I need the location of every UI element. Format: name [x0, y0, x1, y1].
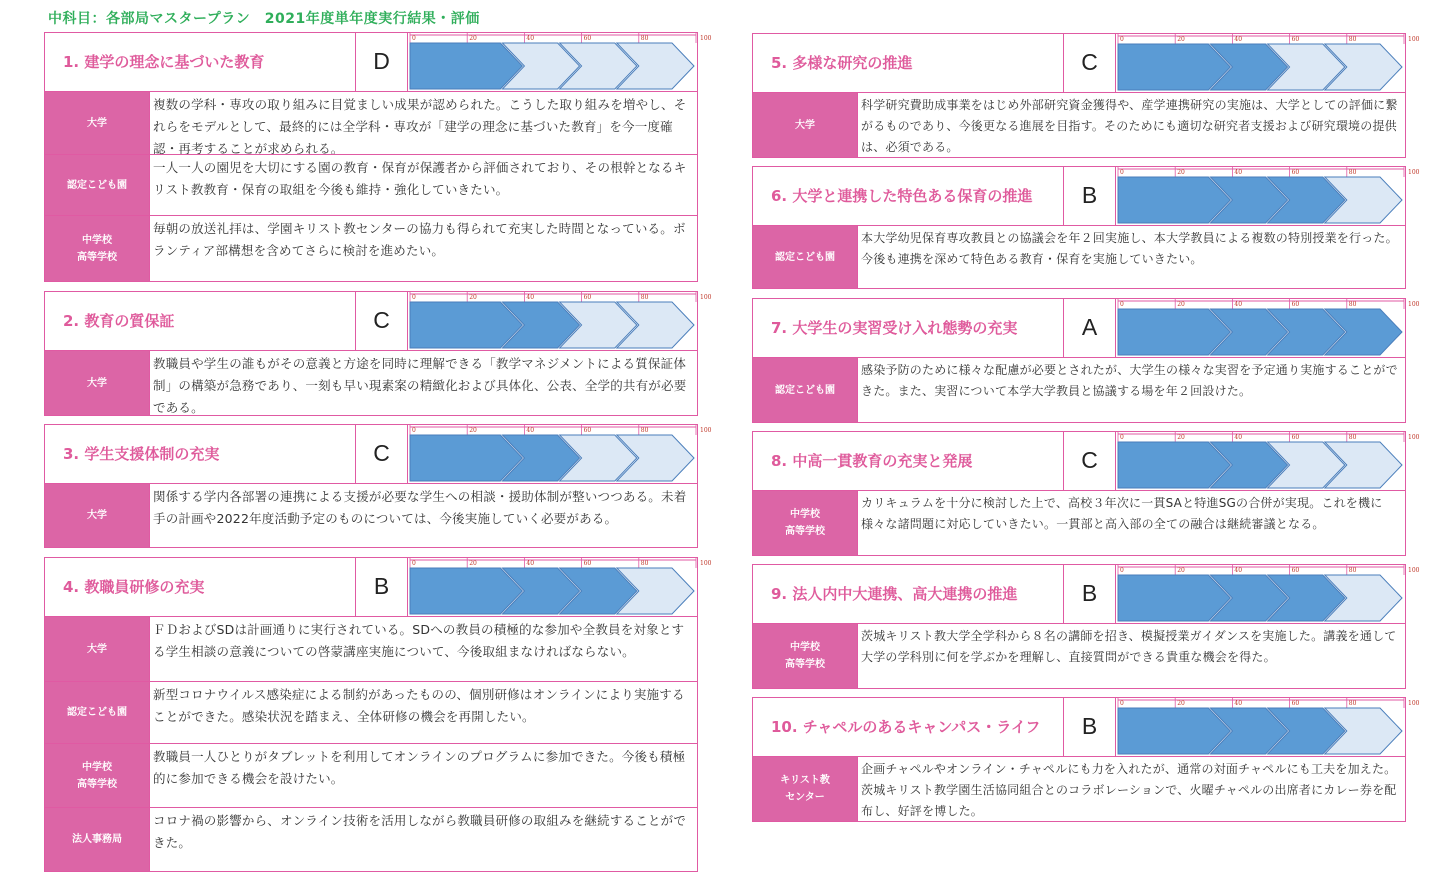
plan-item-card — [44, 291, 712, 416]
department-label: 中学校 高等学校 — [45, 216, 149, 281]
plan-item-rows — [44, 617, 698, 872]
progress-segment-filled — [410, 435, 522, 481]
plan-item-card — [752, 564, 1420, 689]
scale-tick-label: 60 — [583, 294, 592, 301]
scale-tick-label: 80 — [640, 35, 649, 42]
department-label: 認定こども園 — [45, 155, 149, 215]
plan-item-grade: B — [355, 558, 408, 616]
scale-tick-label: 20 — [469, 560, 477, 567]
scale-tick-label: 80 — [1348, 700, 1357, 707]
scale-tick-label: 80 — [1348, 434, 1357, 441]
progress-chevrons — [1116, 34, 1420, 92]
department-row — [45, 92, 697, 154]
scale-tick-label: 60 — [583, 427, 592, 434]
plan-item-title: 2. 教育の質保証 — [63, 312, 175, 330]
plan-item-title: 1. 建学の理念に基づいた教育 — [63, 53, 265, 71]
scale-tick-label: 0 — [1120, 36, 1124, 43]
plan-item-grade: C — [1063, 432, 1116, 490]
plan-item-header — [752, 33, 1420, 93]
scale-tick-label: 100 — [1408, 700, 1420, 707]
plan-item-rows — [752, 491, 1406, 556]
progress-segment-filled — [1118, 575, 1230, 621]
plan-item-grade: C — [355, 425, 408, 483]
department-label: 中学校 高等学校 — [753, 624, 857, 688]
department-row — [753, 226, 1405, 288]
department-row — [45, 351, 697, 415]
plan-item-rows — [44, 92, 698, 282]
plan-item-progress — [408, 33, 712, 91]
plan-item-title: 6. 大学と連携した特色ある保育の推進 — [771, 187, 1033, 205]
scale-tick-label: 40 — [1234, 434, 1243, 441]
department-label: 大学 — [45, 484, 149, 547]
scale-tick-label: 0 — [412, 427, 416, 434]
progress-chevrons — [1116, 565, 1420, 623]
scale-tick-label: 80 — [640, 427, 649, 434]
plan-item-header — [44, 557, 712, 617]
scale-tick-label: 40 — [526, 560, 535, 567]
evaluation-text: 関係する学内各部署の連携による支援が必要な学生への相談・援助体制が整いつつある。未着手の計画や2022年度活動予定のものについては、今後実施していく必要がある。 — [149, 484, 697, 547]
scale-tick-label: 60 — [1291, 169, 1300, 176]
progress-segment-filled — [410, 302, 522, 348]
plan-item-grade: B — [1063, 167, 1116, 225]
scale-tick-label: 80 — [1348, 169, 1357, 176]
plan-item-title: 5. 多様な研究の推進 — [771, 54, 913, 72]
scale-tick-label: 80 — [1348, 301, 1357, 308]
scale-tick-label: 80 — [1348, 567, 1357, 574]
scale-tick-label: 40 — [1234, 36, 1243, 43]
progress-segment-filled — [1118, 44, 1230, 90]
scale-tick-label: 100 — [1408, 301, 1420, 308]
scale-tick-label: 100 — [700, 560, 712, 567]
progress-segment-filled — [1118, 708, 1230, 754]
plan-item-header — [752, 298, 1420, 358]
plan-item-rows — [752, 757, 1406, 822]
scale-tick-label: 20 — [1177, 567, 1185, 574]
plan-item-title: 9. 法人内中大連携、高大連携の推進 — [771, 585, 1018, 603]
scale-tick-label: 100 — [1408, 36, 1420, 43]
scale-tick-label: 0 — [1120, 434, 1124, 441]
plan-item-title: 3. 学生支援体制の充実 — [63, 445, 220, 463]
scale-tick-label: 40 — [526, 427, 535, 434]
progress-chevrons — [1116, 698, 1420, 756]
plan-item-title: 10. チャペルのあるキャンパス・ライフ — [771, 718, 1041, 736]
evaluation-text: コロナ禍の影響から、オンライン技術を活用しながら教職員研修の取組みを継続することができた。 — [149, 808, 697, 871]
scale-tick-label: 60 — [583, 35, 592, 42]
department-row — [45, 215, 697, 281]
plan-item-header — [44, 424, 712, 484]
plan-item-header — [752, 166, 1420, 226]
scale-tick-label: 60 — [1291, 434, 1300, 441]
plan-item-grade: B — [1063, 698, 1116, 756]
scale-tick-label: 0 — [412, 35, 416, 42]
department-row — [45, 681, 697, 743]
scale-tick-label: 60 — [583, 560, 592, 567]
department-label: 大学 — [45, 351, 149, 415]
department-label: 中学校 高等学校 — [753, 491, 857, 555]
evaluation-text: 企画チャペルやオンライン・チャペルにも力を入れたが、通常の対面チャペルにも工夫を加えた。茨城キリスト教学園生活協同組合とのコラボレーションで、火曜チャペルの出席者にカレー券を配布し、好評を博した。 — [857, 757, 1405, 821]
progress-chevrons — [408, 558, 712, 616]
plan-item-grade: B — [1063, 565, 1116, 623]
scale-tick-label: 100 — [1408, 567, 1420, 574]
page-title: 中科目：各部局マスタープラン 2021年度単年度実行結果・評価 — [48, 11, 480, 27]
progress-segment-filled — [410, 43, 522, 89]
evaluation-text: 教職員一人ひとりがタブレットを利用してオンラインのプログラムに参加できた。今後も積極的に参加できる機会を設けたい。 — [149, 744, 697, 807]
evaluation-text: 教職員や学生の誰もがその意義と方途を同時に理解できる「教学マネジメントによる質保証体制」の構築が急務であり、一刻も早い現素案の精緻化および具体化、公表、全学的共有が必要である。 — [149, 351, 697, 415]
plan-item-card — [752, 431, 1420, 556]
department-row — [753, 93, 1405, 157]
scale-tick-label: 80 — [1348, 36, 1357, 43]
department-label: 中学校 高等学校 — [45, 744, 149, 807]
progress-chevrons — [408, 425, 712, 483]
scale-tick-label: 60 — [1291, 301, 1300, 308]
scale-tick-label: 40 — [526, 294, 535, 301]
plan-item-header — [752, 697, 1420, 757]
progress-chevrons — [408, 292, 712, 350]
scale-tick-label: 100 — [700, 35, 712, 42]
department-label: 認定こども園 — [753, 358, 857, 422]
plan-item-grade: A — [1063, 299, 1116, 357]
evaluation-text: カリキュラムを十分に検討した上で、高校３年次に一貫SAと特進SGの合併が実現。これを機に様々な諸問題に対応していきたい。一貫部と高入部の全ての融合は継続審議となる。 — [857, 491, 1405, 555]
scale-tick-label: 60 — [1291, 567, 1300, 574]
plan-item-progress — [1116, 432, 1420, 490]
progress-segment-filled — [1118, 442, 1230, 488]
plan-item-title: 4. 教職員研修の充実 — [63, 578, 205, 596]
scale-tick-label: 40 — [526, 35, 535, 42]
plan-item-card — [44, 557, 712, 872]
plan-item-rows — [752, 93, 1406, 158]
scale-tick-label: 0 — [412, 294, 416, 301]
department-row — [753, 491, 1405, 555]
plan-item-rows — [752, 358, 1406, 423]
evaluation-text: 毎朝の放送礼拝は、学園キリスト教センターの協力も得られて充実した時間となっている。ボランティア部構想を含めてさらに検討を進めたい。 — [149, 216, 697, 281]
scale-tick-label: 20 — [469, 427, 477, 434]
plan-item-card — [44, 424, 712, 548]
evaluation-text: ＦＤおよびSDは計画通りに実行されている。SDへの教員の積極的な参加や全教員を対象とする学生相談の意義についての啓蒙講座実施について、今後取組まなければならない。 — [149, 617, 697, 681]
scale-tick-label: 100 — [700, 294, 712, 301]
plan-item-progress — [408, 425, 712, 483]
department-label: 法人事務局 — [45, 808, 149, 871]
plan-item-progress — [1116, 167, 1420, 225]
plan-item-card — [752, 166, 1420, 289]
plan-item-rows — [44, 351, 698, 416]
scale-tick-label: 80 — [640, 294, 649, 301]
evaluation-text: 感染予防のために様々な配慮が必要とされたが、大学生の様々な実習を予定通り実施することができた。また、実習について本学大学教員と協議する場を年２回設けた。 — [857, 358, 1405, 422]
department-row — [753, 358, 1405, 422]
progress-chevrons — [1116, 432, 1420, 490]
plan-item-rows — [44, 484, 698, 548]
scale-tick-label: 40 — [1234, 301, 1243, 308]
evaluation-text: 科学研究費助成事業をはじめ外部研究資金獲得や、産学連携研究の実施は、大学としての評価に繋がるものであり、今後更なる進展を目指す。そのためにも適切な研究者支援および研究環境の提供は、必須である。 — [857, 93, 1405, 157]
plan-item-header — [44, 32, 712, 92]
scale-tick-label: 20 — [1177, 434, 1185, 441]
department-row — [45, 807, 697, 871]
plan-item-progress — [408, 292, 712, 350]
plan-item-card — [752, 33, 1420, 158]
department-row — [45, 743, 697, 807]
plan-item-title: 7. 大学生の実習受け入れ態勢の充実 — [771, 319, 1018, 337]
plan-item-grade: C — [355, 292, 408, 350]
evaluation-text: 新型コロナウイルス感染症による制約があったものの、個別研修はオンラインにより実施することができた。感染状況を踏まえ、全体研修の機会を再開したい。 — [149, 682, 697, 743]
progress-segment-filled — [410, 568, 522, 614]
plan-item-grade: C — [1063, 34, 1116, 92]
department-row — [45, 154, 697, 215]
evaluation-text: 本大学幼児保育専攻教員との協議会を年２回実施し、本大学教員による複数の特別授業を行った。今後も連携を深めて特色ある教育・保育を実施していきたい。 — [857, 226, 1405, 288]
scale-tick-label: 0 — [1120, 301, 1124, 308]
department-row — [45, 484, 697, 547]
department-label: 認定こども園 — [45, 682, 149, 743]
plan-item-progress — [1116, 299, 1420, 357]
plan-item-card — [752, 697, 1420, 822]
department-row — [753, 757, 1405, 821]
scale-tick-label: 20 — [1177, 169, 1185, 176]
scale-tick-label: 0 — [412, 560, 416, 567]
scale-tick-label: 100 — [1408, 434, 1420, 441]
evaluation-text: 一人一人の園児を大切にする園の教育・保育が保護者から評価されており、その根幹となるキリスト教教育・保育の取組を今後も維持・強化していきたい。 — [149, 155, 697, 215]
plan-item-progress — [1116, 698, 1420, 756]
department-label: 大学 — [753, 93, 857, 157]
scale-tick-label: 60 — [1291, 700, 1300, 707]
scale-tick-label: 0 — [1120, 567, 1124, 574]
department-row — [45, 617, 697, 681]
evaluation-text: 複数の学科・専攻の取り組みに目覚ましい成果が認められた。こうした取り組みを増やし、それらをモデルとして、最終的には全学科・専攻が「建学の理念に基づいた教育」を今一度確認・再考することが求められる。 — [149, 92, 697, 154]
evaluation-text: 茨城キリスト教大学全学科から８名の講師を招き、模擬授業ガイダンスを実施した。講義を通して大学の学科別に何を学ぶかを理解し、直接質問ができる貴重な機会を得た。 — [857, 624, 1405, 688]
scale-tick-label: 40 — [1234, 567, 1243, 574]
scale-tick-label: 80 — [640, 560, 649, 567]
plan-item-header — [44, 291, 712, 351]
plan-item-card — [752, 298, 1420, 423]
plan-item-header — [752, 564, 1420, 624]
plan-item-grade: D — [355, 33, 408, 91]
scale-tick-label: 0 — [1120, 169, 1124, 176]
progress-segment-filled — [1118, 309, 1230, 355]
plan-item-progress — [1116, 565, 1420, 623]
progress-chevrons — [1116, 167, 1420, 225]
plan-item-title: 8. 中高一貫教育の充実と発展 — [771, 452, 973, 470]
department-label: 認定こども園 — [753, 226, 857, 288]
department-label: キリスト教 センター — [753, 757, 857, 821]
scale-tick-label: 100 — [700, 427, 712, 434]
progress-chevrons — [1116, 299, 1420, 357]
scale-tick-label: 20 — [1177, 301, 1185, 308]
scale-tick-label: 20 — [1177, 36, 1185, 43]
scale-tick-label: 0 — [1120, 700, 1124, 707]
progress-chevrons — [408, 33, 712, 91]
plan-item-header — [752, 431, 1420, 491]
scale-tick-label: 20 — [469, 294, 477, 301]
scale-tick-label: 60 — [1291, 36, 1300, 43]
scale-tick-label: 20 — [1177, 700, 1185, 707]
department-label: 大学 — [45, 617, 149, 681]
plan-item-progress — [408, 558, 712, 616]
department-row — [753, 624, 1405, 688]
plan-item-progress — [1116, 34, 1420, 92]
scale-tick-label: 100 — [1408, 169, 1420, 176]
scale-tick-label: 40 — [1234, 169, 1243, 176]
plan-item-card — [44, 32, 712, 282]
scale-tick-label: 20 — [469, 35, 477, 42]
scale-tick-label: 40 — [1234, 700, 1243, 707]
plan-item-rows — [752, 226, 1406, 289]
progress-segment-filled — [1118, 177, 1230, 223]
plan-item-rows — [752, 624, 1406, 689]
department-label: 大学 — [45, 92, 149, 154]
